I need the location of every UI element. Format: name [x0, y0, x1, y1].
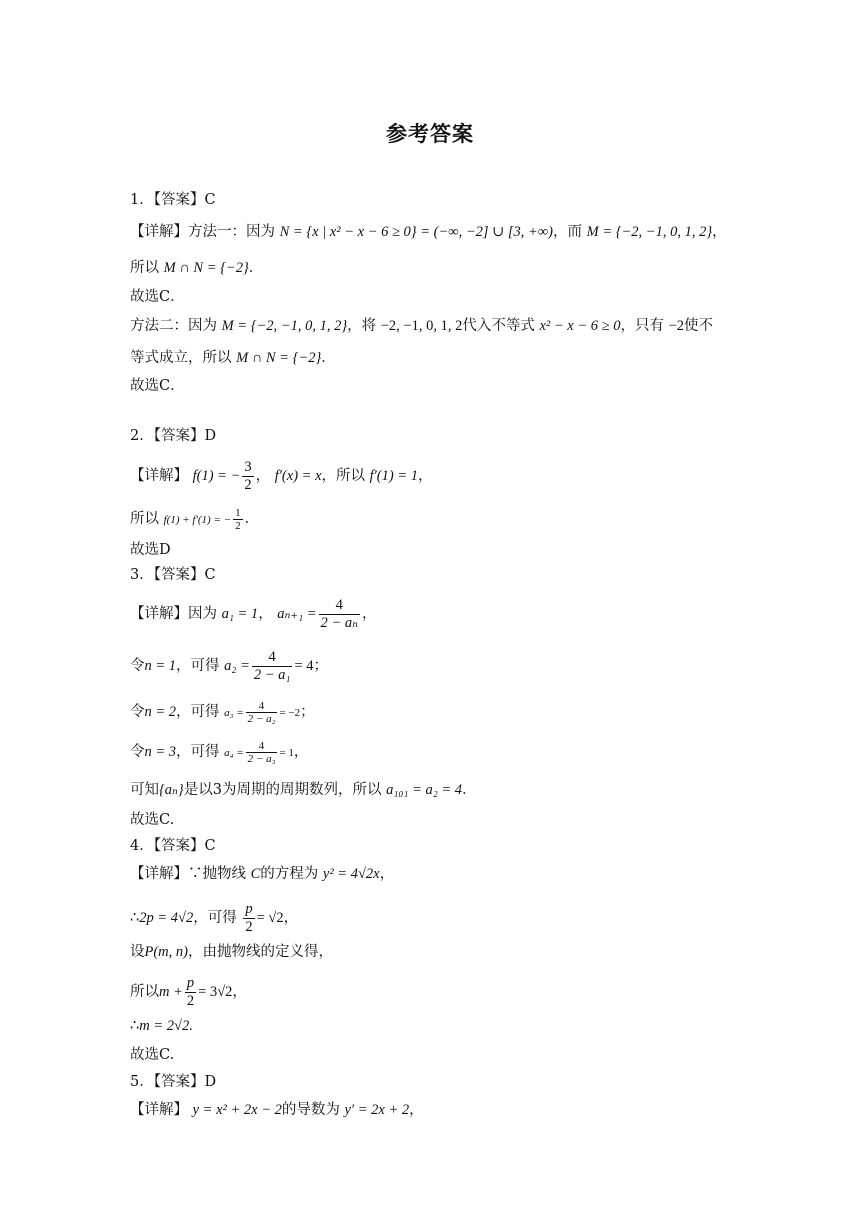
formula-M2: M = {−2, −1, 0, 1, 2} — [221, 318, 348, 334]
text: 所以 — [130, 260, 159, 276]
fraction-1-2 — [233, 507, 243, 532]
text: 所以 — [130, 511, 159, 527]
numerator: 4 — [246, 740, 278, 753]
function: y = x² + 2x − 2 — [192, 1102, 282, 1118]
m-result: m = 2√2. — [139, 1018, 193, 1034]
a4-lhs: a₄ = — [224, 747, 244, 759]
a3-lhs: a₃ = — [224, 707, 244, 719]
text: 等式成立，所以 — [130, 350, 232, 366]
curve-C: C — [250, 866, 261, 882]
numerator: 4 — [319, 597, 360, 615]
a101: a₁₀₁ = a₂ = 4 — [386, 782, 463, 798]
detail-label: 【详解】 — [130, 606, 188, 622]
formula-fprime1: f′(1) = 1 — [369, 468, 419, 484]
point-P: P(m, n) — [144, 944, 188, 960]
q4-p-line: ∴2p = 4√2，可得 $\frac{p}{2}$ = √2， — [130, 900, 299, 935]
text: 令 — [130, 744, 145, 760]
formula-recurrence: aₙ₊₁ = — [277, 606, 317, 622]
q1-choose: 故选C． — [130, 289, 185, 305]
q3-choose: 故选C. — [130, 812, 175, 828]
detail-label: 【详解】 — [130, 468, 188, 484]
p-value: = √2 — [256, 910, 284, 926]
denominator: 2 — [235, 519, 241, 532]
numerator: p — [245, 900, 253, 917]
formula-M: M = {−2, −1, 0, 1, 2} — [586, 224, 713, 240]
parabola-equation: y² = 4√2x — [322, 866, 380, 882]
numerator: 3 — [244, 458, 252, 475]
text: ，可得 — [176, 658, 220, 674]
q2-sum-line: 所以 f(1) + f′(1) = − $\frac{1}{2}$ ． — [130, 506, 260, 532]
formula-intersection: M ∩ N = {−2} — [163, 260, 249, 276]
text: 可知 — [130, 782, 159, 798]
a2-lhs: a₂ = — [224, 658, 250, 674]
q4-choose: 故选C. — [130, 1047, 175, 1063]
text: 所以 — [130, 984, 159, 1000]
text: ∵抛物线 — [188, 866, 246, 882]
formula-a1: a₁ = 1 — [221, 606, 259, 622]
text: 是以3为周期的周期数列，所以 — [183, 782, 382, 798]
denominator: 2 − a₁ — [253, 666, 291, 683]
text: ，将 — [347, 318, 377, 334]
text: 设 — [130, 944, 145, 960]
q4-so-line: 所以m + $\frac{p}{2}$ = 3√2， — [130, 974, 247, 1009]
a3-value: = −2 — [279, 707, 301, 719]
inequality: x² − x − 6 ≥ 0 — [539, 318, 621, 334]
denominator: 2 — [244, 476, 252, 493]
therefore-sign: ∴ — [130, 1018, 140, 1034]
q1-answer-heading: 1．【答案】C — [130, 192, 216, 208]
q4-answer-heading: 4．【答案】C — [130, 838, 216, 854]
text: ，由抛物线的定义得， — [188, 944, 333, 960]
formula-intersection2: M ∩ N = {−2} — [236, 350, 322, 366]
q1-result-line: 所以 M ∩ N = {−2}． — [130, 260, 264, 276]
denominator: 2 − a₂ — [247, 712, 276, 725]
q5-answer-heading: 5．【答案】D — [130, 1074, 217, 1090]
m-plus: m + — [159, 984, 183, 1000]
text: 因为 — [188, 606, 217, 622]
a4-value: = 1 — [279, 747, 294, 759]
text: ，只有 — [620, 318, 664, 334]
numerator: 1 — [235, 506, 241, 519]
q3-period-line: 可知{aₙ}是以3为周期的周期数列，所以 a₁₀₁ = a₂ = 4． — [130, 782, 477, 798]
mp-value: = 3√2 — [198, 984, 233, 1000]
q3-detail-line: 【详解】因为 a₁ = 1， aₙ₊₁ = $\frac{4}{\text{2 − aₙ}}$ ， — [130, 596, 377, 631]
n1: n = 1 — [144, 658, 177, 674]
numerator: 4 — [246, 700, 278, 713]
denominator: 2 — [245, 918, 253, 935]
n2: n = 2 — [144, 704, 177, 720]
q2-detail-line: 【详解】 f(1) = − $\frac{3}{2}$ ， f′(x) = x，所以 f′(1) = 1， — [130, 458, 433, 493]
text: ，可得 — [193, 910, 237, 926]
text: 方法二：因为 — [130, 318, 217, 334]
numerator: p — [186, 974, 195, 991]
n3: n = 3 — [144, 744, 177, 760]
fraction-a2 — [252, 649, 293, 684]
value-neg2: −2 — [668, 318, 685, 334]
q2-choose: 故选D — [130, 542, 171, 558]
text: 令 — [130, 658, 145, 674]
text: 使不 — [684, 318, 714, 334]
detail-label: 【详解】 — [130, 1102, 188, 1118]
text: 代入不等式 — [462, 318, 535, 334]
denominator: 2 — [186, 992, 195, 1009]
q1-method1-line: 【详解】方法一：因为 N = {x | x² − x − 6 ≥ 0} = (−∞, −2] ∪ [3, +∞)，而 M = {−2, −1, 0, 1, 2}， — [130, 224, 727, 240]
q3-n1-line: 令n = 1，可得 a₂ = $\frac{4}{\text{2 − a₁}}$ = 4； — [130, 648, 328, 683]
q1-choose2: 故选C． — [130, 378, 185, 394]
text: ，所以 — [321, 468, 365, 484]
q4-set-line — [130, 942, 333, 962]
therefore-sign: ∴ — [130, 910, 140, 926]
page-title: 参考答案 — [386, 122, 474, 146]
denominator: 2 − a₃ — [247, 752, 276, 765]
text: 的方程为 — [260, 866, 319, 882]
fraction-a3 — [246, 700, 278, 725]
fraction-p-2 — [243, 901, 254, 936]
q3-n2-line: 令n = 2，可得 a₃ = $\frac{4}{\text{2 − a₂}}$ = −2； — [130, 699, 315, 725]
denominator: 2 − aₙ — [320, 614, 358, 631]
formula-2p: 2p = 4√2 — [139, 910, 194, 926]
q4-detail-line: 【详解】∵抛物线 C的方程为 y² = 4√2x， — [130, 866, 395, 882]
fraction-recurrence — [319, 597, 360, 632]
text: 令 — [130, 704, 145, 720]
fraction-3-2 — [242, 459, 253, 494]
q3-n3-line: 令n = 3，可得 a₄ = $\frac{4}{\text{2 − a₃}}$ = 1， — [130, 739, 309, 765]
formula-fprime: f′(x) = x — [274, 468, 322, 484]
text: 方法一：因为 — [188, 224, 275, 240]
formula-N: N = {x | x² − x − 6 ≥ 0} = (−∞, −2] ∪ [3, +∞) — [279, 224, 553, 240]
numerator: 4 — [252, 649, 293, 667]
text: ，可得 — [176, 744, 220, 760]
text: 的导数为 — [281, 1102, 340, 1118]
detail-label: 【详解】 — [130, 866, 188, 882]
fraction-p-2b — [185, 975, 196, 1010]
sequence: {aₙ} — [159, 782, 184, 798]
fraction-a4 — [246, 740, 278, 765]
q1-method2-line2: 等式成立，所以 M ∩ N = {−2}． — [130, 350, 336, 366]
q3-answer-heading: 3．【答案】C — [130, 567, 216, 583]
values: −2, −1, 0, 1, 2 — [380, 318, 463, 334]
detail-label: 【详解】 — [130, 224, 188, 240]
q5-detail-line: 【详解】 y = x² + 2x − 2的导数为 y′ = 2x + 2， — [130, 1102, 424, 1118]
q2-answer-heading: 2．【答案】D — [130, 428, 217, 444]
derivative: y′ = 2x + 2 — [344, 1102, 410, 1118]
text: ，可得 — [176, 704, 220, 720]
q4-m-line — [130, 1016, 193, 1036]
q1-method2-line — [130, 316, 713, 336]
formula-f1: f(1) = − — [192, 468, 241, 484]
a2-value: = 4 — [294, 658, 314, 674]
text: ，而 — [553, 224, 582, 240]
formula-sum: f(1) + f′(1) = − — [163, 514, 232, 526]
